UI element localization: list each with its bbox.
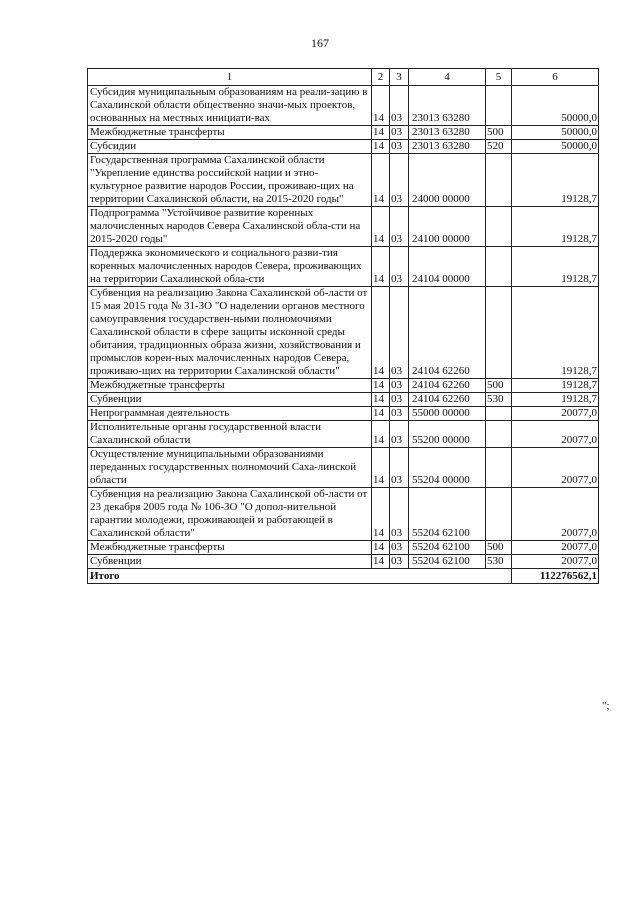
row-name: Межбюджетные трансферты [88,126,372,140]
table-row [88,140,599,154]
row-expense-type [486,488,512,541]
row-subsection: 03 [390,287,409,379]
header-col-1: 1 [88,69,372,86]
row-subsection: 03 [390,379,409,393]
row-name: Поддержка экономического и социального разви-тия коренных малочисленных народов Севера, проживающих на территории Сахалинской обла-сти [88,247,372,287]
row-amount: 20077,0 [512,488,599,541]
page-number: 167 [311,36,329,50]
table-row [88,488,599,541]
row-name: Межбюджетные трансферты [88,541,372,555]
header-col-2: 2 [372,69,390,86]
row-target-code: 24104 00000 [409,247,486,287]
row-target-code: 55204 62100 [409,555,486,569]
header-col-6: 6 [512,69,599,86]
row-amount: 20077,0 [512,448,599,488]
row-name: Подпрограмма "Устойчивое развитие коренных малочисленных народов Севера Сахалинской обла-сти на 2015-2020 годы" [88,207,372,247]
row-amount: 19128,7 [512,154,599,207]
row-name: Непрограммная деятельность [88,407,372,421]
row-subsection: 03 [390,488,409,541]
row-name: Государственная программа Сахалинской области "Укрепление единства российской нации и этно-культурное развитие народов России, проживаю-щих на территории Сахалинской области, на 2015-2020 годы" [88,154,372,207]
row-amount: 20077,0 [512,555,599,569]
row-amount: 20077,0 [512,407,599,421]
row-expense-type [486,207,512,247]
row-section: 14 [372,140,390,154]
row-name: Межбюджетные трансферты [88,379,372,393]
row-section: 14 [372,407,390,421]
row-subsection: 03 [390,86,409,126]
row-target-code: 24104 62260 [409,393,486,407]
row-expense-type: 500 [486,541,512,555]
row-expense-type: 530 [486,393,512,407]
table-row [88,541,599,555]
row-subsection: 03 [390,448,409,488]
row-expense-type [486,86,512,126]
table-row [88,86,599,126]
budget-table [87,68,599,584]
row-subsection: 03 [390,247,409,287]
row-amount: 50000,0 [512,140,599,154]
table-row [88,393,599,407]
table-row [88,448,599,488]
row-section: 14 [372,154,390,207]
table-row [88,555,599,569]
row-section: 14 [372,393,390,407]
row-name: Осуществление муниципальными образованиями переданных государственных полномочий Саха-линской области [88,448,372,488]
row-target-code: 55204 62100 [409,488,486,541]
header-row [88,69,599,86]
closing-quote-mark: "; [602,700,610,712]
row-section: 14 [372,448,390,488]
table-row [88,154,599,207]
row-expense-type [486,247,512,287]
table-row [88,126,599,140]
row-expense-type: 520 [486,140,512,154]
row-section: 14 [372,287,390,379]
row-subsection: 03 [390,541,409,555]
table-row [88,247,599,287]
row-subsection: 03 [390,154,409,207]
row-target-code: 55000 00000 [409,407,486,421]
row-expense-type: 500 [486,379,512,393]
total-row [88,569,599,584]
row-subsection: 03 [390,421,409,448]
total-amount: 112276562,1 [512,569,599,584]
row-target-code: 23013 63280 [409,126,486,140]
row-section: 14 [372,555,390,569]
table-row [88,207,599,247]
row-subsection: 03 [390,126,409,140]
row-subsection: 03 [390,393,409,407]
row-amount: 19128,7 [512,287,599,379]
row-amount: 20077,0 [512,421,599,448]
row-amount: 50000,0 [512,126,599,140]
row-amount: 19128,7 [512,379,599,393]
row-target-code: 24104 62260 [409,379,486,393]
row-expense-type [486,448,512,488]
row-name: Субсидия муниципальным образованиям на реали-зацию в Сахалинской области общественно значи-мых проектов, основанных на местных инициати-вах [88,86,372,126]
row-section: 14 [372,541,390,555]
header-col-3: 3 [390,69,409,86]
table-row [88,287,599,379]
row-name: Субвенция на реализацию Закона Сахалинской об-ласти от 15 мая 2015 года № 31-ЗО "О наделении органов местного самоуправления государствен-ными полномочиями Сахалинской области в сфере защиты исконной среды обитания, традиционных образа жизни, хозяйствования и промыслов корен-ных малочисленных народов Севера, проживаю-щих на территории Сахалинской области" [88,287,372,379]
row-amount: 19128,7 [512,207,599,247]
row-amount: 20077,0 [512,541,599,555]
table-row [88,407,599,421]
row-expense-type: 530 [486,555,512,569]
row-subsection: 03 [390,140,409,154]
row-target-code: 55204 00000 [409,448,486,488]
table-body [88,86,599,584]
row-name: Субсидии [88,140,372,154]
row-section: 14 [372,86,390,126]
row-name: Субвенция на реализацию Закона Сахалинской об-ласти от 23 декабря 2005 года № 106-ЗО "О допол-нительной гарантии молодежи, проживающей и работающей в Сахалинской области" [88,488,372,541]
row-target-code: 23013 63280 [409,86,486,126]
row-subsection: 03 [390,207,409,247]
row-name: Субвенции [88,393,372,407]
row-section: 14 [372,488,390,541]
row-subsection: 03 [390,407,409,421]
total-label: Итого [88,569,512,584]
row-target-code: 24104 62260 [409,287,486,379]
row-name: Исполнительные органы государственной власти Сахалинской области [88,421,372,448]
header-col-5: 5 [486,69,512,86]
row-target-code: 24000 00000 [409,154,486,207]
row-expense-type [486,421,512,448]
row-target-code: 24100 00000 [409,207,486,247]
row-section: 14 [372,379,390,393]
row-amount: 19128,7 [512,247,599,287]
row-expense-type: 500 [486,126,512,140]
header-col-4: 4 [409,69,486,86]
row-amount: 50000,0 [512,86,599,126]
row-target-code: 55204 62100 [409,541,486,555]
row-section: 14 [372,126,390,140]
row-section: 14 [372,247,390,287]
row-subsection: 03 [390,555,409,569]
row-expense-type [486,154,512,207]
row-name: Субвенции [88,555,372,569]
row-amount: 19128,7 [512,393,599,407]
row-section: 14 [372,207,390,247]
row-section: 14 [372,421,390,448]
table-row [88,379,599,393]
table-row [88,421,599,448]
row-expense-type [486,287,512,379]
row-target-code: 55200 00000 [409,421,486,448]
row-target-code: 23013 63280 [409,140,486,154]
row-expense-type [486,407,512,421]
